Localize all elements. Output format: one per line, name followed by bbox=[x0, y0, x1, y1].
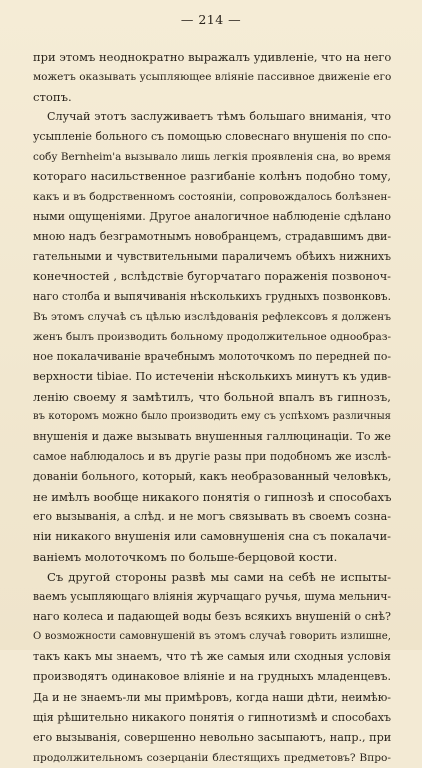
text-line: собу Bernheim'а вызывало лишь легкія проявленія сна, во время bbox=[33, 151, 391, 164]
text-line: ными ощущеніями. Другое аналогичное наблюденіе сдѣлано bbox=[33, 210, 391, 224]
text-line: такъ какъ мы знаемъ, что тѣ же самыя или сходныя условія bbox=[33, 650, 391, 664]
text-line: производятъ одинаковое вліяніе и на грудныхъ младенцевъ. bbox=[33, 670, 391, 684]
text-line: мною надъ безграмотнымъ новобранцемъ, страдавшимъ дви- bbox=[33, 230, 392, 244]
text-line: самое наблюдалось и въ другіе разы при подобномъ же изслѣ- bbox=[33, 450, 391, 464]
text-line: ніи никакого внушенія или самовнушенія сна съ покалачи- bbox=[33, 530, 391, 544]
text-line: ваніемъ молоточкомъ по больше-берцовой кости. bbox=[33, 550, 338, 565]
text-line: котораго насильственное разгибаніе колѣнъ подобно тому, bbox=[33, 170, 391, 184]
text-line: не имѣлъ вообще никакого понятія о гипнозѣ и способахъ bbox=[33, 490, 392, 505]
text-line: конечностей , вслѣдствіе бугорчатаго пораженія позвоноч- bbox=[33, 270, 391, 284]
text-line: продолжительномъ созерцаніи блестящихъ предметовъ? Впро- bbox=[33, 751, 391, 764]
text-line: гательными и чувствительными параличемъ обѣихъ нижнихъ bbox=[33, 250, 391, 264]
text-line: женъ былъ производить больному продолжительное однообраз- bbox=[33, 331, 392, 344]
text-line: Съ другой стороны развѣ мы сами на себѣ не испыты- bbox=[47, 570, 391, 585]
body-text bbox=[33, 47, 391, 768]
text-line: внушенія и даже вызывать внушенныя галлюцинаціи. То же bbox=[33, 430, 391, 444]
text-line: ваемъ усыпляющаго вліянія журчащаго ручья, шума мельнич- bbox=[33, 590, 391, 604]
text-line: Случай этотъ заслуживаетъ тѣмъ большаго вниманія, что bbox=[47, 110, 391, 124]
text-line: дованіи больного, который, какъ необразованный человѣкъ, bbox=[33, 470, 392, 484]
text-line: верхности tibiae. По истеченіи нѣсколькихъ минутъ къ удив- bbox=[33, 370, 391, 384]
text-line: наго столба и выпячиванія нѣсколькихъ грудныхъ позвонковъ. bbox=[33, 290, 391, 304]
text-line: его вызыванія, а слѣд. и не могъ связывать въ своемъ созна- bbox=[33, 510, 391, 524]
text-line: Да и не знаемъ-ли мы примѣровъ, когда наши дѣти, неимѣю- bbox=[33, 690, 391, 704]
text-line: О возможности самовнушеній въ этомъ случаѣ говорить излишне, bbox=[33, 631, 391, 643]
page-number: — 214 — bbox=[180, 12, 242, 27]
text-line: при этомъ неоднократно выражалъ удивленіе, что на него bbox=[33, 50, 392, 64]
text-line: щія рѣшительно никакого понятія о гипнотизмѣ и способахъ bbox=[33, 710, 391, 724]
text-line: стопъ. bbox=[33, 90, 72, 105]
text-line: можетъ оказывать усыпляющее вліяніе пассивное движеніе его bbox=[33, 71, 392, 84]
text-line: какъ и въ бодрственномъ состояніи, сопровождалось болѣзнен- bbox=[33, 191, 391, 204]
text-line: въ которомъ можно было производить ему съ успѣхомъ различныя bbox=[33, 411, 391, 423]
text-line: ное покалачиваніе врачебнымъ молоточкомъ по передней по- bbox=[33, 350, 391, 364]
text-line: ленію своему я замѣтилъ, что больной впалъ въ гипнозъ, bbox=[33, 390, 391, 405]
text-line: усыпленіе больного съ помощью словеснаго внушенія по спо- bbox=[33, 130, 392, 144]
text-line: Въ этомъ случаѣ съ цѣлью изслѣдованія рефлексовъ я долженъ bbox=[33, 311, 391, 324]
text-line: наго колеса и падающей воды безъ всякихъ внушеній о снѣ? bbox=[33, 610, 391, 624]
text-line: его вызыванія, совершенно невольно засыпаютъ, напр., при bbox=[33, 730, 392, 744]
